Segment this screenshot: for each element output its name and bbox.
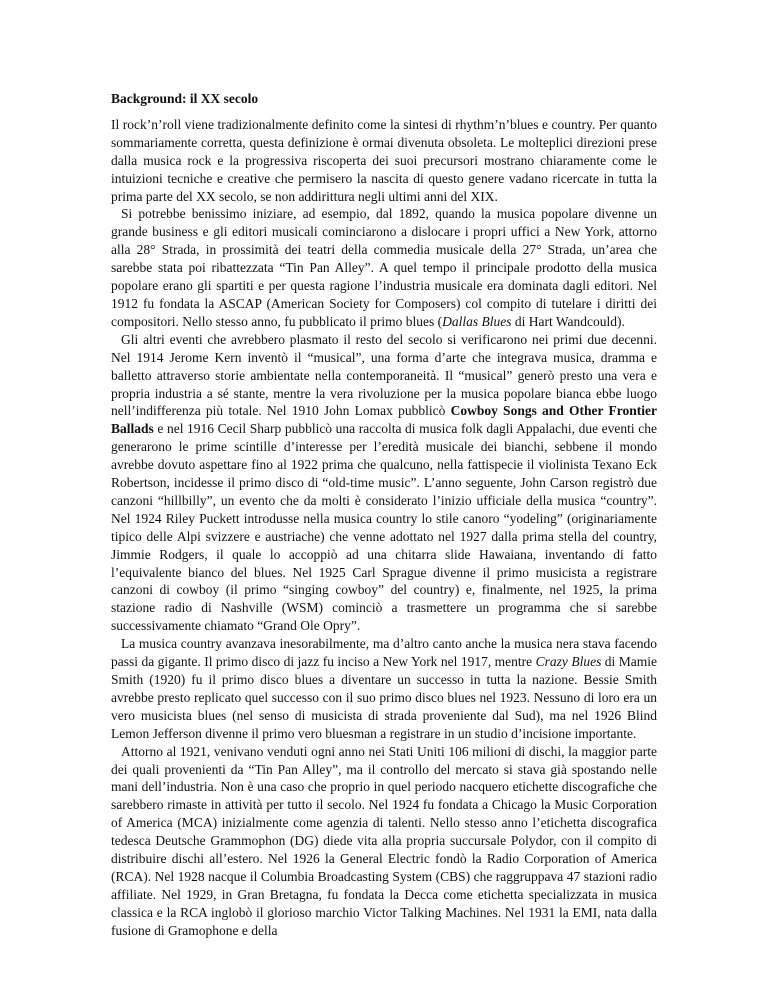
- paragraph-black-music: La musica country avanzava inesorabilmente, ma d’altro canto anche la musica nera stava facendo passi da gigante. Il primo disco di jazz fu inciso a New York nel 1917, mentre Crazy Blues di Mamie Smith (1920) fu il primo disco blues a diventare un successo in tutta la nazione. Bessie Smith avrebbe presto replicato quel successo con il suo primo disco blues nel 1923. Nessuno di loro era un vero musicista blues (nel senso di musicista di strada proveniente dal Sud), ma nel 1926 Blind Lemon Jefferson divenne il primo vero bluesman a registrare in un studio d’incisione importante.: [111, 636, 657, 741]
- section-heading: Background: il XX secolo: [111, 91, 259, 106]
- document-page: [111, 90, 657, 940]
- paragraph-country-origins: Gli altri eventi che avrebbero plasmato il resto del secolo si verificarono nei primi due decenni. Nel 1914 Jerome Kern inventò il “musical”, una forma d’arte che integrava musica, dramma e balletto attraverso storie ambientate nella contemporaneità. Il “musical” generò presto una vera e propria industria a sé stante, mentre la vera rivoluzione per la musica popolare bianca ebbe luogo nell’indifferenza più totale. Nel 1910 John Lomax pubblicò Cowboy Songs and Other Frontier Ballads e nel 1916 Cecil Sharp pubblicò una raccolta di musica folk dagli Appalachi, due eventi che generarono le prime scintille d’interesse per l’eredità musicale dei bianchi, sebbene il mondo avrebbe dovuto aspettare fino al 1922 prima che qualcuno, nella fattispecie il violinista Texano Eck Robertson, incidesse il primo disco di “old-time music”. L’anno seguente, John Carson registrò due canzoni “hillbilly”, un evento che da molti è considerato l’inizio ufficiale della musica “country”. Nel 1924 Riley Puckett introdusse nella musica country lo stile canoro “yodeling” (originariamente tipico delle Alpi svizzere e austriache) che venne adottato nel 1927 dalla prima stella del country, Jimmie Rodgers, il quale lo accoppiò ad una chitarra slide Hawaiana, inventando di fatto l’equivalente bianco del blues. Nel 1925 Carl Sprague divenne il primo musicista a registrare canzoni di cowboy (il primo “singing cowboy” del country) e, finalmente, nel 1925, la prima stazione radio di Nashville (WSM) cominciò a trasmettere un programma che si sarebbe successivamente chiamato “Grand Ole Opry”.: [111, 331, 657, 634]
- paragraph-record-industry: Attorno al 1921, venivano venduti ogni anno nei Stati Uniti 106 milioni di dischi, la maggior parte dei quali provenienti da “Tin Pan Alley”, ma il controllo del mercato si stava già spostando nelle mani dell’industria. Non è una caso che proprio in quel periodo nacquero etichette discografiche che sarebbero rimaste in attività per tutto il secolo. Nel 1924 fu fondata a Chicago la Music Corporation of America (MCA) inizialmente come agenzia di talenti. Nello stesso anno l’etichetta discografica tedesca Deutsche Grammophon (DG) diede vita alla propria succursale Polydor, con il compito di distribuire dischi all’estero. Nel 1926 la General Electric fondò la Radio Corporation of America (RCA). Nel 1928 nacque il Columbia Broadcasting System (CBS) che raggruppava 47 stazioni radio affiliate. Nel 1929, in Gran Bretagna, fu fondata la Decca come etichetta specializzata in musica classica e la RCA inglobò il glorioso marchio Victor Talking Machines. Nel 1931 la EMI, nata dalla fusione di Gramophone e della: [111, 743, 657, 938]
- paragraph-tin-pan-alley: Si potrebbe benissimo iniziare, ad esempio, dal 1892, quando la musica popolare divenne un grande business e gli editori musicali cominciarono a dislocare i propri uffici a New York, attorno alla 28° Strada, in prossimità dei teatri della commedia musicale della 27° Strada, un’area che sarebbe stata poi ribattezzata “Tin Pan Alley”. A quel tempo il principale prodotto della musica popolare erano gli spartiti e per questa ragione l’industria musicale era dominata dagli editori. Nel 1912 fu fondata la ASCAP (American Society for Composers) col compito di tutelare i diritti dei compositori. Nello stesso anno, fu pubblicato il primo blues (Dallas Blues di Hart Wandcould).: [111, 206, 657, 329]
- paragraph-intro: Il rock’n’roll viene tradizionalmente definito come la sintesi di rhythm’n’blues e country. Per quanto sommariamente corretta, questa definizione è ormai divenuta obsoleta. Le molteplici direzioni prese dalla musica rock e la progressiva riscoperta dei suoi precursori mostrano chiaramente come le intuizioni tecniche e creative che permisero la nascita di questo genere vadano ricercate in tutta la prima parte del XX secolo, se non addirittura negli ultimi anni del XIX.: [111, 116, 657, 204]
- book-title: Cowboy Songs and Other Frontier Ballads: [111, 403, 657, 437]
- song-title: Crazy Blues: [535, 654, 602, 670]
- song-title: Dallas Blues: [442, 313, 512, 329]
